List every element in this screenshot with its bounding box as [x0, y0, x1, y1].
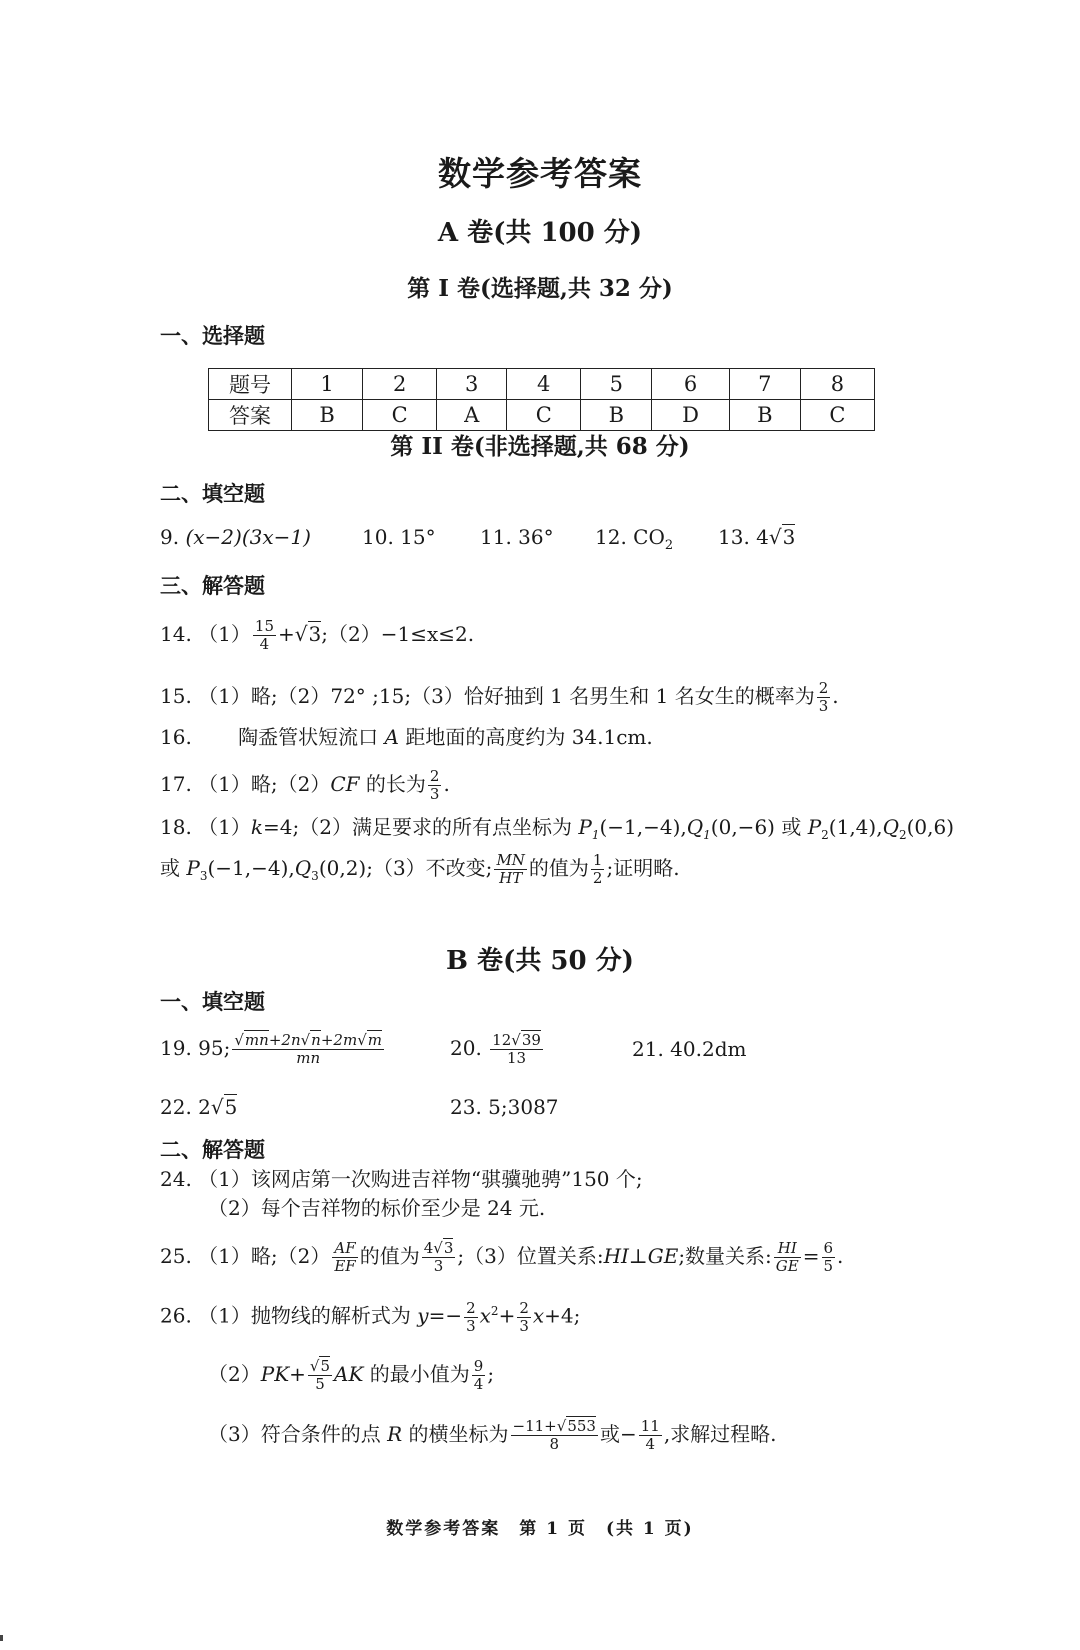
table-cell: 8	[800, 369, 874, 400]
table-row	[209, 400, 875, 431]
table-cell: C	[507, 400, 581, 431]
section-choice-heading: 一、选择题	[160, 323, 265, 348]
table-cell: C	[800, 400, 874, 431]
table-cell: 6	[652, 369, 729, 400]
answer-q26-line2: （2）PK+ $\frac{√5}{5}$ AK 的最小值为 $\frac{9}{4}$ ;	[208, 1357, 495, 1393]
answer-table	[208, 368, 875, 431]
table-header-answer: 答案	[209, 400, 292, 431]
table-cell: 2	[363, 369, 437, 400]
answer-q24: 24. （1）该网店第一次购进吉祥物“骐骥驰骋”150 个;	[160, 1167, 643, 1191]
table-cell: B	[581, 400, 652, 431]
answer-q20: 20. $\frac{12√39}{13}$	[450, 1031, 541, 1067]
answer-q9: 9. (x−2)(3x−1)	[160, 525, 311, 549]
answer-q19: 19. 95; $\frac{√mn+2n√n+2m√m}{mn}$	[160, 1031, 382, 1067]
answer-q14: 14. （1） $\frac{15}{4}$ +√3;（2）−1≤x≤2.	[160, 617, 475, 653]
table-header-number: 题号	[209, 369, 292, 400]
section-solve-heading: 三、解答题	[160, 573, 265, 598]
answer-q24-line2: （2）每个吉祥物的标价至少是 24 元.	[208, 1196, 546, 1220]
section-fill-heading: 二、填空题	[160, 481, 265, 506]
table-cell: 5	[581, 369, 652, 400]
section-b-solve-heading: 二、解答题	[160, 1137, 265, 1162]
table-cell: B	[292, 400, 363, 431]
answer-q13: 13. 4√3	[718, 525, 796, 549]
answer-q25: 25. （1）略;（2） $\frac{AF}{EF}$ 的值为 $\frac{4√3}{3}$ ;（3）位置关系:HI⊥GE;数量关系: $\frac{HI}{GE}$ = $\frac{6}{5}$ .	[160, 1239, 844, 1275]
answer-q21: 21. 40.2dm	[632, 1037, 747, 1061]
part-2-heading: 第 II 卷(非选择题,共 68 分)	[390, 433, 690, 460]
table-cell: A	[437, 400, 507, 431]
answer-q18-line1: 18. （1）k=4;（2）满足要求的所有点坐标为 $P_1(-1,-4),Q_1(0,-6)$ 或 $P_2(1,4),Q_2(0,6)$	[160, 815, 955, 842]
page-title: 数学参考答案	[438, 154, 642, 193]
page-footer: 数学参考答案 第 1 页 (共 1 页)	[386, 1519, 694, 1539]
table-cell: 3	[437, 369, 507, 400]
answer-q18-line2: 或 $P_3(-1,-4),Q_3(0,2);(3)$不改变; $\frac{MN}{HT}$ 的值为 $\frac{1}{2}$ ;证明略.	[160, 851, 680, 887]
volume-b-heading: B 卷(共 50 分)	[446, 946, 634, 976]
answer-q11: 11. 36°	[480, 525, 554, 549]
answer-q10: 10. 15°	[362, 525, 436, 549]
answer-q16: 16. 陶盉管状短流口 A 距地面的高度约为 34.1cm.	[160, 725, 653, 749]
table-row	[209, 369, 875, 400]
answer-q15: 15. （1）略;（2）72° ;15;（3）恰好抽到 1 名男生和 1 名女生的概率为 $\frac{2}{3}$ .	[160, 679, 839, 715]
answer-q12: 12. $CO_2$	[595, 525, 674, 553]
section-b-fill-heading: 一、填空题	[160, 989, 265, 1014]
table-cell: 1	[292, 369, 363, 400]
table-cell: D	[652, 400, 729, 431]
answer-q26-line3: （3）符合条件的点 R 的横坐标为 $\frac{-11+√553}{8}$ 或− $\frac{11}{4}$ ,求解过程略.	[208, 1417, 777, 1453]
answer-q26-line1: 26. （1）抛物线的解析式为 y=− $\frac{2}{3}$ $x^2+$ $\frac{2}{3}$ x+4;	[160, 1298, 581, 1335]
answer-q22: 22. 2√5	[160, 1095, 238, 1119]
table-cell: C	[363, 400, 437, 431]
table-cell: 4	[507, 369, 581, 400]
answer-q17: 17. （1）略;（2）CF 的长为 $\frac{2}{3}$ .	[160, 767, 450, 803]
table-cell: 7	[729, 369, 800, 400]
part-1-heading: 第 I 卷(选择题,共 32 分)	[407, 275, 673, 302]
table-cell: B	[729, 400, 800, 431]
volume-a-heading: A 卷(共 100 分)	[437, 218, 643, 248]
answer-q23: 23. 5;3087	[450, 1095, 559, 1119]
crop-mark	[0, 1635, 3, 1641]
